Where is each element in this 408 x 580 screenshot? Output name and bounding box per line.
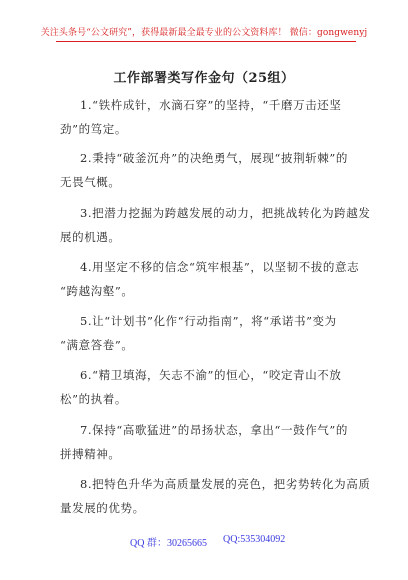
list-item-line: 6.“精卫填海，矢志不渝”的恒心，“咬定青山不放: [80, 368, 342, 382]
list-item: [60, 363, 356, 411]
list-item: [60, 255, 360, 303]
document-title: 工作部署类写作金句（25组）: [113, 71, 295, 86]
footer: [0, 534, 408, 550]
list-item-line: 3.把潜力挖掘为跨越发展的动力，把挑战转化为跨越发: [80, 206, 371, 220]
list-item-line: 量发展的优势。: [60, 501, 145, 515]
list-item-line: 展的机遇。: [60, 230, 121, 244]
list-item-line: 5.让“计划书”化作“行动指南”，将“承诺书”变为: [80, 314, 337, 328]
list-item-line: 2.秉持“破釜沉舟”的决绝勇气，展现“披荆斩棘”的: [80, 151, 348, 165]
list-item-line: 1.“铁杵成针，水滴石穿”的坚持，“千磨万击还坚: [80, 98, 342, 112]
list-item-line: 拼搏精神。: [60, 447, 121, 461]
list-item-line: 劲”的笃定。: [60, 122, 127, 136]
list-item-line: 无畏气概。: [60, 175, 121, 189]
footer-qq-group: QQ 群：30265665: [130, 538, 207, 549]
list-item: [60, 201, 371, 249]
list-item: [60, 146, 356, 194]
header-note: 关注头条号“公文研究”，获得最新最全最专业的公文资料库！ 微信：gongwenyj: [40, 28, 368, 38]
list-item: [60, 309, 356, 357]
list-item-line: 4.用坚定不移的信念“筑牢根基”，以坚韧不拔的意志: [80, 260, 360, 274]
list-item-line: 松”的执着。: [60, 392, 127, 406]
list-item-line: “满意答卷”。: [60, 338, 134, 352]
list-item-line: “跨越沟壑”。: [60, 284, 134, 298]
list-item: [60, 418, 356, 466]
list-item: [60, 472, 371, 520]
list-item-line: 7.保持“高歌猛进”的昂扬状态，拿出“一鼓作气”的: [80, 423, 348, 437]
footer-qq-id: QQ:535304092: [223, 534, 286, 545]
list-item-line: 8.把特色升华为高质量发展的亮色，把劣势转化为高质: [80, 477, 371, 491]
header-divider: [56, 41, 356, 42]
list-item: [60, 93, 356, 141]
